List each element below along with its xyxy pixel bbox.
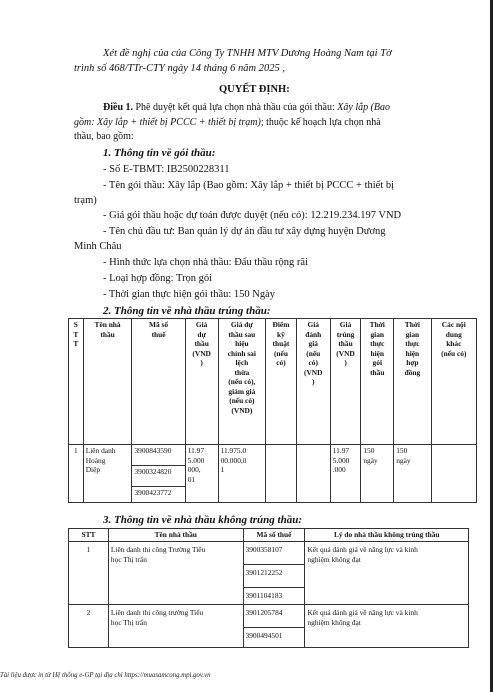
section-2-heading: 2. Thông tin về nhà thầu trúng thầu: <box>103 305 271 317</box>
decision-title: QUYẾT ĐỊNH: <box>219 84 290 95</box>
article-1-text: Phê duyệt kết quả lựa chọn nhà thầu của gói thầu: <box>133 102 338 113</box>
tax-id-cell: 3900324820 <box>132 466 184 487</box>
header-contract-time: Thời gian thực hiện hợp đồng <box>394 319 431 445</box>
winning-bidder-table <box>68 318 477 503</box>
header-reason: Lý do nhà thầu không trúng thầu <box>305 529 469 542</box>
row-bidder-name: Liên danh thi công Trường Tiểu học Thị trấn <box>108 542 243 605</box>
row-bid-price: 11.97 5.000 000, 01 <box>185 445 218 503</box>
header-bid-price: Giá dự thầu (VND ) <box>185 319 218 445</box>
row-tech-score <box>266 445 297 503</box>
package-name-cont: trạm) <box>74 195 97 206</box>
row-stt: 1 <box>69 542 109 605</box>
tax-id-cell: 3900494501 <box>245 631 283 640</box>
article-1-label: Điều 1. <box>103 102 133 113</box>
investor: - Tên chủ đầu tư: Ban quản lý dự án đầu tư xây dựng huyện Dương <box>103 226 386 237</box>
tax-id-cell: 3901104183 <box>245 591 283 600</box>
losing-table-header-row <box>69 529 469 542</box>
page-footer: Tài liệu được in từ Hệ thống e-GP tại địa chỉ https://muasamcong.mpi.gov.vn <box>0 672 211 679</box>
row-tax-ids <box>243 542 305 605</box>
tax-id-cell: 3900358107 <box>244 542 305 565</box>
article-1-package-cont: gồm: Xây lắp + thiết bị PCCC + thiết bị trạm) <box>74 117 261 128</box>
row-contract-time: 150 ngày <box>394 445 431 503</box>
header-other: Các nội dung khác (nếu có) <box>431 319 476 445</box>
row-bidder-name: Liên danh Hoàng Diệp <box>83 445 132 503</box>
header-package-time: Thời gian thực hiện gói thầu <box>361 319 394 445</box>
tax-id-cell: 3900423772 <box>134 488 172 497</box>
table-row <box>69 542 469 605</box>
section-3-heading: 3. Thông tin về nhà thầu không trúng thầu: <box>103 514 302 526</box>
row-stt: 2 <box>69 605 109 648</box>
article-1-package: Xây lắp (Bao <box>337 102 391 113</box>
header-stt: S T T <box>69 319 84 445</box>
row-tax-ids <box>132 445 185 503</box>
header-stt: STT <box>69 529 109 542</box>
header-winning-price: Giá trúng thầu (VND ) <box>330 319 361 445</box>
investor-cont: Minh Châu <box>74 241 122 252</box>
section-1-heading: 1. Thông tin về gói thầu: <box>103 147 216 159</box>
article-1-line-1 <box>103 101 390 115</box>
article-1-line-2-rest: ; thuộc kế hoạch lựa chọn nhà <box>260 117 381 128</box>
intro-line-2: trình số 468/TTr-CTY ngày 14 tháng 6 năm 2025 , <box>74 63 285 74</box>
bid-notice-number: - Số E-TBMT: IB2500228311 <box>103 164 230 175</box>
row-winning-price: 11.97 5.000 .000 <box>330 445 361 503</box>
contract-type: - Loại hợp đồng: Trọn gói <box>103 273 213 284</box>
package-price: - Giá gói thầu hoặc dự toán được duyệt (nếu có): 12.219.234.197 VND <box>103 210 402 221</box>
selection-method: - Hình thức lựa chọn nhà thầu: Đấu thầu rộng rãi <box>103 257 308 268</box>
header-adjusted-price: Giá dự thầu sau hiệu chỉnh sai lệch thừa (nếu có), giảm giá (nếu có) (VND) <box>218 319 266 445</box>
row-adjusted-price: 11.975.0 00.000,0 1 <box>218 445 266 503</box>
row-stt: 1 <box>69 445 84 503</box>
header-bidder-name: Tên nhà thầu <box>83 319 132 445</box>
article-1-line-2 <box>74 116 381 130</box>
row-bidder-name: Liên danh thi công trường Tiểu học Thị trấn <box>108 605 243 648</box>
article-1-line-3: thầu, bao gồm: <box>74 131 134 142</box>
tax-id-cell: 3900843590 <box>132 445 184 466</box>
winning-table-header-row <box>69 319 477 445</box>
row-package-time: 150 ngày <box>361 445 394 503</box>
intro-line-1: Xét đề nghị của của Công Ty TNHH MTV Dương Hoàng Nam tại Tờ <box>103 48 392 59</box>
table-row <box>69 605 469 648</box>
row-reason: Kết quả đánh giá về năng lực và kinh nghiệm không đạt <box>305 542 469 605</box>
tax-id-cell: 3901212252 <box>244 565 305 588</box>
header-tech-score: Điểm kỹ thuật (nếu có) <box>266 319 297 445</box>
row-other <box>431 445 476 503</box>
header-bidder-name: Tên nhà thầu <box>108 529 243 542</box>
tax-id-cell: 3901205784 <box>244 605 305 628</box>
package-name: - Tên gói thầu: Xây lắp (Bao gồm: Xây lắp + thiết bị PCCC + thiết bị <box>103 180 395 191</box>
header-tax-id: Mã số thuế <box>132 319 185 445</box>
header-eval-price: Giá đánh giá (nếu có) (VND ) <box>296 319 330 445</box>
row-reason: Kết quả đánh giá về năng lực và kinh nghiệm không đạt <box>305 605 469 648</box>
row-tax-ids <box>243 605 305 648</box>
row-eval-price <box>296 445 330 503</box>
execution-time: - Thời gian thực hiện gói thầu: 150 Ngày <box>103 289 276 300</box>
header-tax-id: Mã số thuế <box>243 529 305 542</box>
losing-bidder-table <box>68 528 469 648</box>
table-row <box>69 445 477 503</box>
